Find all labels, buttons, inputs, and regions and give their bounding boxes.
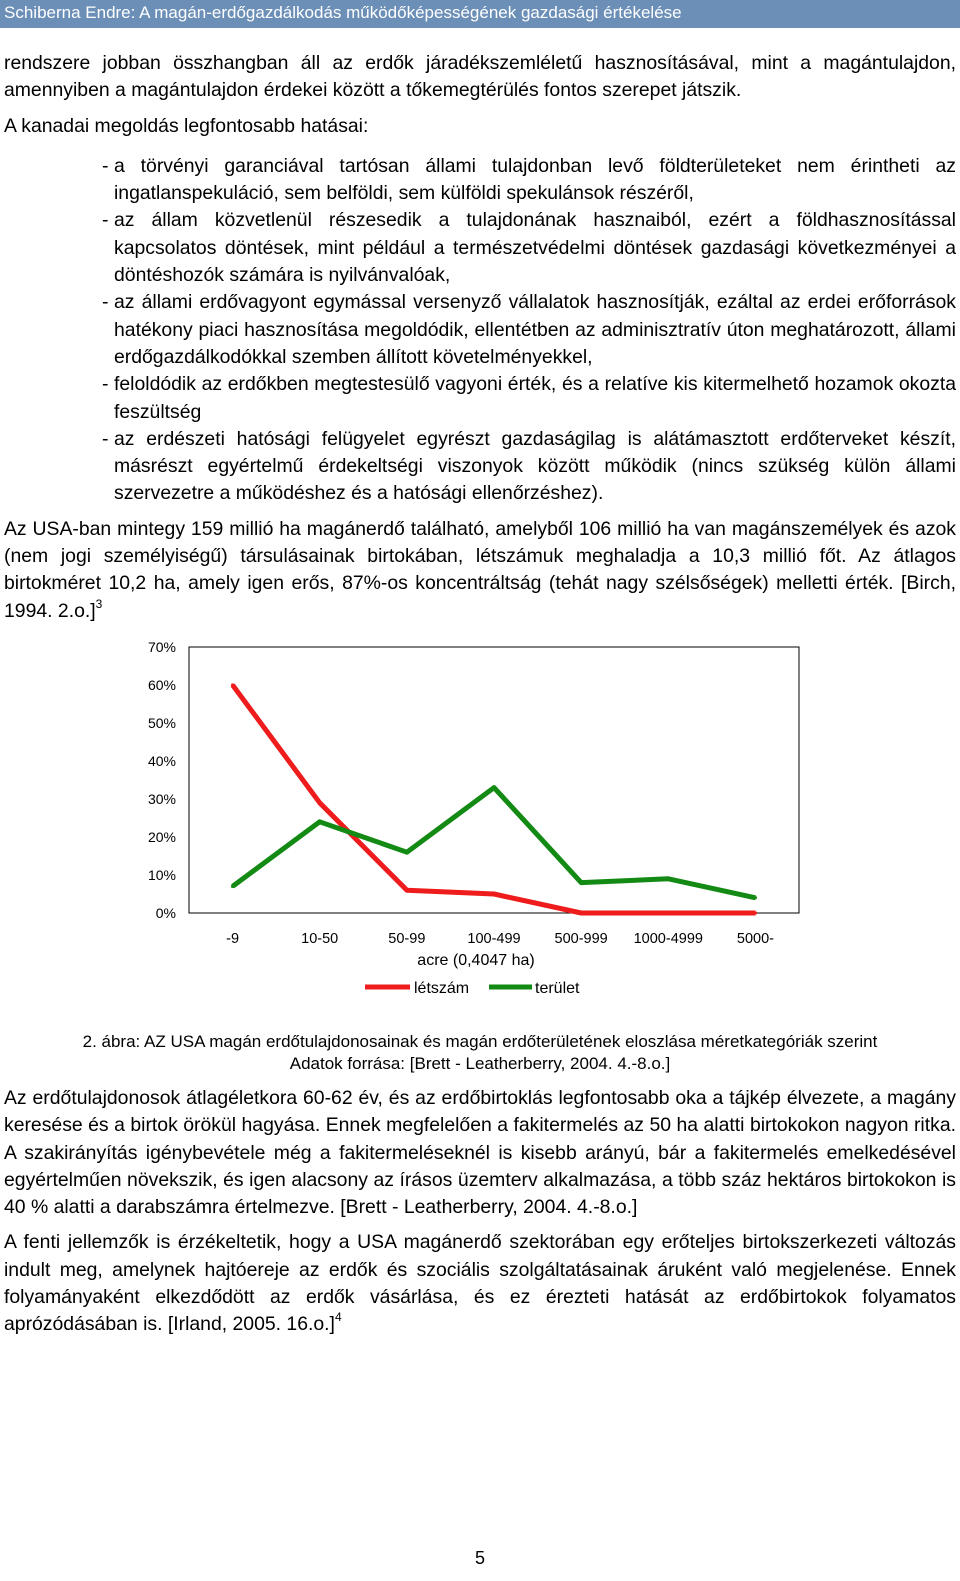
list-item: - az állam közvetlenül részesedik a tulajdonának hasznaiból, ezért a földhasznosítással kapcsolatos döntések, mint például a természetvédelmi döntések gazdasági következményei a döntéshozók számára is nyilvánvalóak,: [102, 209, 956, 287]
list-item-text: a törvényi garanciával tartósan állami tulajdonban levő földterületeket nem érintheti az ingatlanspekuláció, sem belföldi, sem külföldi spekulánsok részéről,: [114, 154, 956, 205]
y-tick-label: 20%: [147, 828, 176, 845]
paragraph-intro: A kanadai megoldás legfontosabb hatásai:: [4, 114, 369, 137]
plot-area: [189, 647, 799, 913]
data-point: [667, 911, 670, 914]
page-content: [4, 50, 956, 1339]
footnote-ref: 4: [334, 1310, 342, 1325]
y-tick-label: 40%: [147, 752, 176, 769]
line-chart: [4, 631, 956, 1031]
list-item-text: az erdészeti hatósági felügyelet egyrészt gazdaságilag is alátámasztott erdőterveket készít, másrészt egyértelmű érdekeltségi viszonyok között működik (nincs szükség külön állami szervezetre a működéshez és a hatósági ellenőrzéshez).: [114, 427, 956, 505]
x-tick-label: 100-499: [467, 930, 521, 947]
data-point: [318, 820, 321, 823]
data-point: [580, 881, 583, 884]
running-header: [0, 0, 960, 28]
paragraph-continuation: rendszere jobban összhangban áll az erdők járadékszemléletű hasznosításával, mint a magántulajdon, amennyiben a magántulajdon érdekei között a tőkemegtérülés fontos szerepet játszik.: [4, 52, 956, 102]
list-item: - a törvényi garanciával tartósan állami tulajdonban levő földterületeket nem érintheti az ingatlanspekuláció, sem belföldi, sem külföldi spekulánsok részéről,: [102, 154, 956, 205]
list-item: - feloldódik az erdőkben megtestesülő vagyoni érték, és a relatíve kis kitermelhető hozamok okozta feszültség: [102, 373, 956, 423]
figure-caption: 2. ábra: AZ USA magán erdőtulajdonosainak és magán erdőterületének eloszlása méretkategóriák szerint: [82, 1031, 878, 1051]
data-point: [754, 911, 757, 914]
data-point: [318, 801, 321, 804]
data-point: [580, 911, 583, 914]
y-tick-label: 30%: [147, 790, 176, 807]
data-point: [754, 896, 757, 899]
legend-label: terület: [535, 979, 580, 997]
footnote-ref: 3: [95, 596, 103, 611]
x-tick-label: 500-999: [554, 930, 608, 947]
series-line-2: [233, 788, 756, 898]
data-point: [231, 885, 234, 888]
paragraph-structure-text: A fenti jellemzők is érzékeltetik, hogy a USA magánerdő szektorában egy erőteljes birtokszerkezeti változás indult meg, amelynek hajtóereje az erdők és szociális szolgáltatásainak áruként való megjelenése. Ennek folyamányaként elkezdődött az erdők vásárlása, és ez érezteti hatását az erdőbirtokok folyamatos aprózódásában is. [Irland, 2005. 16.o.]: [4, 1231, 956, 1336]
y-tick-label: 0%: [155, 904, 176, 921]
data-point: [492, 786, 495, 789]
list-item-text: az állam közvetlenül részesedik a tulajdonának hasznaiból, ezért a földhasznosítással kapcsolatos döntések, mint például a természetvédelmi döntések gazdasági következményei a döntéshozók számára is nyilvánvalóak,: [114, 209, 956, 287]
y-tick-label: 10%: [147, 866, 176, 883]
figure-chart: [4, 631, 956, 1031]
list-item: - az erdészeti hatósági felügyelet egyrészt gazdaságilag is alátámasztott erdőterveket készít, másrészt egyértelmű érdekeltségi viszonyok között működik (nincs szükség külön állami szervezetre a működéshez és a hatósági ellenőrzéshez).: [102, 427, 956, 505]
x-tick-label: 5000-: [736, 930, 774, 947]
list-item-text: feloldódik az erdőkben megtestesülő vagyoni érték, és a relatíve kis kitermelhető hozamok okozta feszültség: [114, 373, 956, 423]
impact-list: [4, 153, 956, 508]
running-header-title: Schiberna Endre: A magán-erdőgazdálkodás működőképességének gazdasági értékelése: [4, 3, 682, 22]
y-tick-label: 70%: [147, 638, 176, 655]
list-item: - az állami erdővagyont egymással versenyző vállalatok hasznosítják, ezáltal az erdei erőforrások hatékony piaci hasznosítása megoldódik, ellentétben az adminisztratív úton meghatározott, állami erdőgazdálkodókkal szemben állított követelményekkel,: [102, 291, 956, 368]
x-tick-label: 1000-4999: [633, 930, 703, 947]
data-point: [231, 683, 234, 686]
y-tick-label: 50%: [147, 714, 176, 731]
list-item-text: az állami erdővagyont egymással versenyző vállalatok hasznosítják, ezáltal az erdei erőforrások hatékony piaci hasznosítása megoldódik, ellentétben az adminisztratív úton meghatározott, állami erdőgazdálkodókkal szemben állított követelményekkel,: [114, 291, 956, 368]
paragraph-structure: [4, 1229, 956, 1338]
data-point: [492, 892, 495, 895]
paragraph-usa-text: Az USA-ban mintegy 159 millió ha magánerdő található, amelyből 106 millió ha van magánszemélyek és azok (nem jogi személyiségű) társulásainak birtokában, létszámuk meghaladja a 10,3 millió főt. Az átlagos birtokméret 10,2 ha, amely igen erős, 87%-os koncentráltság (tehát nagy szélsőségek) melletti érték. [Birch, 1994. 2.o.]: [4, 517, 956, 622]
x-axis-label: acre (0,4047 ha): [417, 951, 535, 969]
data-point: [405, 889, 408, 892]
data-point: [667, 877, 670, 880]
figure-source: Adatok forrása: [Brett - Leatherberry, 2004. 4.-8.o.]: [289, 1053, 671, 1073]
legend-label: létszám: [414, 979, 470, 997]
page-number: 5: [474, 1548, 485, 1568]
y-tick-label: 60%: [147, 676, 176, 693]
data-point: [405, 851, 408, 854]
x-tick-label: 10-50: [301, 930, 339, 947]
x-tick-label: -9: [226, 930, 240, 947]
x-tick-label: 50-99: [388, 930, 426, 947]
paragraph-owners: Az erdőtulajdonosok átlagéletkora 60-62 év, és az erdőbirtoklás legfontosabb oka a tájkép élvezete, a magány keresése és a birtok örökül hagyása. Ennek megfelelően a fakitermelés az 50 ha alatti birtokokon nagyon ritka. A szakirányítás igénybevétele még a fakitermeléseknél is kisebb arányú, bár a fakitermelés emelkedésével egyértelműen növekszik, és igen alacsony az írásos üzemterv alkalmazása, a több száz hektáros birtokokon is 40 % alatti a darabszámra értelmezve. [Brett - Leatherberry, 2004. 4.-8.o.]: [4, 1086, 956, 1219]
paragraph-usa: [4, 516, 956, 625]
